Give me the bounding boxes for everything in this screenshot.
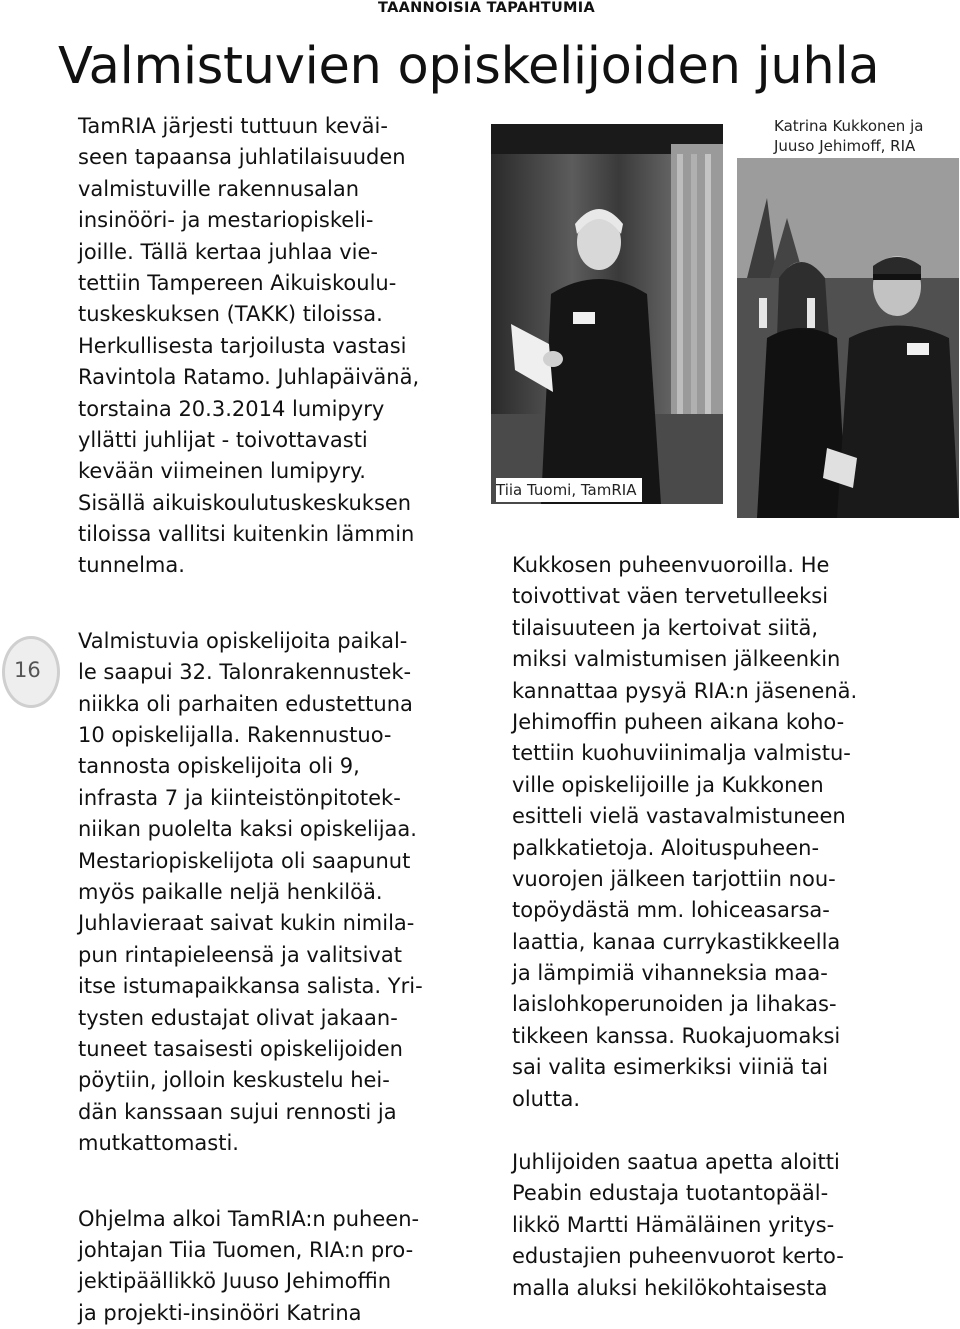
paragraph xyxy=(512,1147,857,1304)
text-line: olutta. xyxy=(512,1084,857,1115)
text-line: 10 opiskelijalla. Rakennustuo- xyxy=(78,720,423,751)
text-line: tuneet tasaisesti opiskelijoiden xyxy=(78,1034,423,1065)
text-line: torstaina 20.3.2014 lumipyry xyxy=(78,394,423,425)
text-line: yllätti juhlijat - toivottavasti xyxy=(78,425,423,456)
text-line: TamRIA järjesti tuttuun keväi- xyxy=(78,111,423,142)
text-line: esitteli vielä vastavalmistuneen xyxy=(512,801,857,832)
text-line: valmistuville rakennusalan xyxy=(78,174,423,205)
text-line: topöydästä mm. lohiceasarsa- xyxy=(512,895,857,926)
photo-speaker xyxy=(491,124,723,504)
text-line: sai valita esimerkiksi viiniä tai xyxy=(512,1052,857,1083)
text-line: Sisällä aikuiskoulutuskeskuksen xyxy=(78,488,423,519)
page-number: 16 xyxy=(14,658,41,682)
text-line: ville opiskelijoille ja Kukkonen xyxy=(512,770,857,801)
text-line: Peabin edustaja tuotantopääl- xyxy=(512,1178,857,1209)
text-line: tikkeen kanssa. Ruokajuomaksi xyxy=(512,1021,857,1052)
text-line: niikan puolelta kaksi opiskelijaa. xyxy=(78,814,423,845)
section-label: TAANNOISIA TAPAHTUMIA xyxy=(378,0,595,16)
text-line: Juhlijoiden saatua apetta aloitti xyxy=(512,1147,857,1178)
text-line: palkkatietoja. Aloituspuheen- xyxy=(512,833,857,864)
text-line: Ravintola Ratamo. Juhlapäivänä, xyxy=(78,362,423,393)
text-line: pun rintapieleensä ja valitsivat xyxy=(78,940,423,971)
text-line: insinööri- ja mestariopiskeli- xyxy=(78,205,423,236)
paragraph xyxy=(78,1204,423,1329)
paragraph xyxy=(78,111,423,582)
text-line: pöytiin, jolloin keskustelu hei- xyxy=(78,1065,423,1096)
text-line: jektipäällikkö Juuso Jehimoffin xyxy=(78,1266,423,1297)
text-line: dän kanssaan sujui rennosti ja xyxy=(78,1097,423,1128)
text-line: kannattaa pysyä RIA:n jäsenenä. xyxy=(512,676,857,707)
photo-toast-caption-line: Juuso Jehimoff, RIA xyxy=(774,136,923,156)
text-line: Ohjelma alkoi TamRIA:n puheen- xyxy=(78,1204,423,1235)
text-line: kevään viimeinen lumipyry. xyxy=(78,456,423,487)
photo-toast-caption xyxy=(774,116,923,156)
text-line: tettiin kuohuviinimalja valmistu- xyxy=(512,738,857,769)
text-line: tunnelma. xyxy=(78,550,423,581)
photo-speaker-caption: Tiia Tuomi, TamRIA xyxy=(496,478,642,502)
text-line: Herkullisesta tarjoilusta vastasi xyxy=(78,331,423,362)
text-line: vuorojen jälkeen tarjottiin nou- xyxy=(512,864,857,895)
text-line: likkö Martti Hämäläinen yritys- xyxy=(512,1210,857,1241)
text-line: Kukkosen puheenvuoroilla. He xyxy=(512,550,857,581)
text-line: malla aluksi hekilökohtaisesta xyxy=(512,1273,857,1304)
text-line: Jehimoffin puheen aikana koho- xyxy=(512,707,857,738)
text-line: toivottivat väen tervetulleeksi xyxy=(512,581,857,612)
text-line: tannosta opiskelijoita oli 9, xyxy=(78,751,423,782)
text-line: itse istumapaikkansa salista. Yri- xyxy=(78,971,423,1002)
text-line: infrasta 7 ja kiinteistönpitotek- xyxy=(78,783,423,814)
text-line: tuskeskuksen (TAKK) tiloissa. xyxy=(78,299,423,330)
text-line: laattia, kanaa currykastikkeella xyxy=(512,927,857,958)
right-column xyxy=(512,550,857,1304)
photo-speaker-image xyxy=(491,124,723,504)
text-line: laislohkoperunoiden ja lihakas- xyxy=(512,989,857,1020)
text-line: niikka oli parhaiten edustettuna xyxy=(78,689,423,720)
article-title: Valmistuvien opiskelijoiden juhla xyxy=(58,38,879,97)
text-line: le saapui 32. Talonrakennustek- xyxy=(78,657,423,688)
text-line: mutkattomasti. xyxy=(78,1128,423,1159)
text-line: ja lämpimiä vihanneksia maa- xyxy=(512,958,857,989)
text-line: Juhlavieraat saivat kukin nimila- xyxy=(78,908,423,939)
text-line: johtajan Tiia Tuomen, RIA:n pro- xyxy=(78,1235,423,1266)
text-line: tysten edustajat olivat jakaan- xyxy=(78,1003,423,1034)
text-line: myös paikalle neljä henkilöä. xyxy=(78,877,423,908)
photo-toast-caption-line: Katrina Kukkonen ja xyxy=(774,116,923,136)
text-line: Mestariopiskelijota oli saapunut xyxy=(78,846,423,877)
text-line: edustajien puheenvuorot kerto- xyxy=(512,1241,857,1272)
paragraph xyxy=(78,626,423,1160)
text-line: tilaisuuteen ja kertoivat siitä, xyxy=(512,613,857,644)
text-line: Valmistuvia opiskelijoita paikal- xyxy=(78,626,423,657)
photo-toast-image xyxy=(737,158,959,518)
photo-toast xyxy=(737,158,959,518)
text-line: tiloissa vallitsi kuitenkin lämmin xyxy=(78,519,423,550)
text-line: joille. Tällä kertaa juhlaa vie- xyxy=(78,237,423,268)
text-line: miksi valmistumisen jälkeenkin xyxy=(512,644,857,675)
text-line: seen tapaansa juhlatilaisuuden xyxy=(78,142,423,173)
text-line: tettiin Tampereen Aikuiskoulu- xyxy=(78,268,423,299)
text-line: ja projekti-insinööri Katrina xyxy=(78,1298,423,1329)
left-column xyxy=(78,111,423,1329)
paragraph xyxy=(512,550,857,1115)
